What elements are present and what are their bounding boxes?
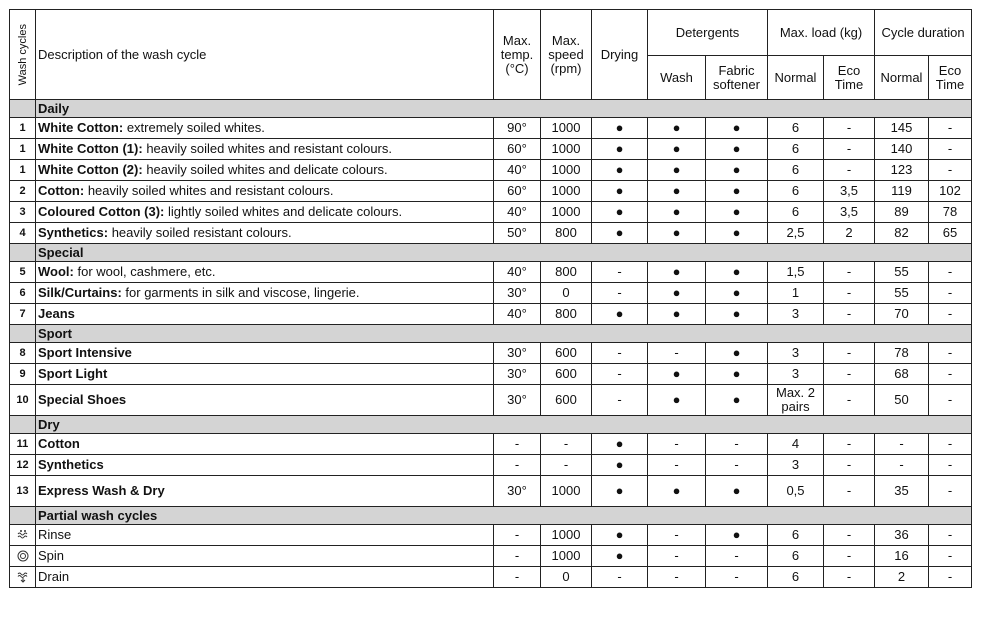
cell-wash: ● [648, 181, 706, 202]
cell-eco-dur: - [929, 567, 972, 588]
cell-eco-dur: 102 [929, 181, 972, 202]
cycle-description [36, 160, 494, 181]
cell-softener: ● [706, 262, 768, 283]
cell-softener: ● [706, 476, 768, 507]
cell-eco-load: - [824, 304, 875, 325]
cell-speed: 1000 [541, 525, 592, 546]
normal-duration-subheader: Normal [875, 56, 929, 100]
cell-wash: ● [648, 160, 706, 181]
cell-wash: - [648, 525, 706, 546]
cycle-detail: lightly soiled whites and delicate colours. [164, 204, 403, 219]
cell-dur: 145 [875, 118, 929, 139]
cycle-number: 6 [10, 283, 36, 304]
cell-speed: 600 [541, 385, 592, 416]
cycle-name: Sport Light [38, 366, 108, 381]
section-header-row [10, 416, 972, 434]
cell-eco-load: - [824, 546, 875, 567]
cycle-detail: for garments in silk and viscose, lingerie. [121, 285, 360, 300]
normal-load-subheader: Normal [768, 56, 824, 100]
cycle-description [36, 343, 494, 364]
cell-dur: 123 [875, 160, 929, 181]
cell-wash: - [648, 343, 706, 364]
cell-drying: ● [592, 304, 648, 325]
cell-eco-load: - [824, 160, 875, 181]
cell-dur: 82 [875, 223, 929, 244]
cell-drying: - [592, 283, 648, 304]
cycle-name: Wool: [38, 264, 74, 279]
cell-softener: - [706, 546, 768, 567]
cell-softener: ● [706, 283, 768, 304]
cell-softener: ● [706, 385, 768, 416]
table-row [10, 455, 972, 476]
cell-temp: 30° [494, 385, 541, 416]
cell-drying: ● [592, 546, 648, 567]
cycle-name: Sport Intensive [38, 345, 132, 360]
cell-speed: 1000 [541, 181, 592, 202]
cycle-number: 11 [10, 434, 36, 455]
table-row [10, 476, 972, 507]
cycle-description [36, 118, 494, 139]
section-title: Special [36, 244, 972, 262]
section-title: Daily [36, 100, 972, 118]
cell-eco-load: - [824, 262, 875, 283]
cell-speed: 1000 [541, 546, 592, 567]
wash-cycle-table [9, 9, 972, 588]
table-body [10, 100, 972, 588]
section-header-row [10, 244, 972, 262]
cycle-description [36, 546, 494, 567]
cell-temp: - [494, 434, 541, 455]
cell-softener: ● [706, 181, 768, 202]
cell-temp: 30° [494, 476, 541, 507]
cycle-number: 8 [10, 343, 36, 364]
cell-speed: 600 [541, 343, 592, 364]
cell-eco-load: - [824, 118, 875, 139]
cell-dur: 55 [875, 283, 929, 304]
spin-icon [17, 550, 29, 562]
table-row [10, 202, 972, 223]
cell-speed: 1000 [541, 139, 592, 160]
cycle-description [36, 525, 494, 546]
cell-temp: 90° [494, 118, 541, 139]
cell-speed: 0 [541, 567, 592, 588]
cell-drying: - [592, 343, 648, 364]
cycle-number: 7 [10, 304, 36, 325]
cycle-name: White Cotton (1): [38, 141, 143, 156]
table-row [10, 283, 972, 304]
cell-dur: 70 [875, 304, 929, 325]
cell-temp: 30° [494, 283, 541, 304]
cell-temp: 40° [494, 304, 541, 325]
cell-wash: ● [648, 385, 706, 416]
max-load-header: Max. load (kg) [768, 10, 875, 56]
cycle-number: 12 [10, 455, 36, 476]
fabric-softener-subheader: Fabric softener [706, 56, 768, 100]
cell-speed: 1000 [541, 160, 592, 181]
cell-eco-load: - [824, 455, 875, 476]
cycle-detail: Drain [38, 569, 70, 584]
cell-load: 6 [768, 139, 824, 160]
table-row [10, 181, 972, 202]
cell-softener: ● [706, 202, 768, 223]
cell-drying: ● [592, 525, 648, 546]
cell-wash: ● [648, 262, 706, 283]
cell-load: 6 [768, 525, 824, 546]
max-speed-header: Max. speed (rpm) [541, 10, 592, 100]
cycle-description [36, 223, 494, 244]
cell-softener: - [706, 567, 768, 588]
cycle-number: 2 [10, 181, 36, 202]
cell-eco-load: 3,5 [824, 181, 875, 202]
wash-subheader: Wash [648, 56, 706, 100]
cycle-description [36, 202, 494, 223]
cell-wash: ● [648, 139, 706, 160]
cycle-number: 10 [10, 385, 36, 416]
cell-eco-dur: - [929, 118, 972, 139]
cycle-detail: Rinse [38, 527, 72, 542]
cell-drying: - [592, 262, 648, 283]
cell-drying: - [592, 364, 648, 385]
cycle-number: 1 [10, 139, 36, 160]
cell-eco-dur: 78 [929, 202, 972, 223]
cycle-description [36, 476, 494, 507]
cycle-description [36, 304, 494, 325]
cycle-name: Cotton [38, 436, 80, 451]
cycle-description [36, 364, 494, 385]
cell-temp: 60° [494, 181, 541, 202]
cell-wash: ● [648, 118, 706, 139]
cell-speed: 800 [541, 223, 592, 244]
drying-header: Drying [592, 10, 648, 100]
cell-dur: 78 [875, 343, 929, 364]
cell-wash: ● [648, 223, 706, 244]
cycle-number: 1 [10, 118, 36, 139]
table-row [10, 262, 972, 283]
table-row [10, 118, 972, 139]
cell-softener: ● [706, 139, 768, 160]
cell-eco-load: - [824, 343, 875, 364]
cell-eco-load: - [824, 283, 875, 304]
cell-wash: - [648, 455, 706, 476]
cell-eco-load: - [824, 567, 875, 588]
table-row [10, 223, 972, 244]
cell-dur: 50 [875, 385, 929, 416]
table-row [10, 525, 972, 546]
cycle-description [36, 181, 494, 202]
table-row [10, 304, 972, 325]
cell-speed: 600 [541, 364, 592, 385]
cell-drying: - [592, 567, 648, 588]
cell-eco-dur: - [929, 304, 972, 325]
wash-cycles-header: Wash cycles [10, 10, 36, 100]
cell-temp: 40° [494, 202, 541, 223]
cell-load: 1 [768, 283, 824, 304]
cell-temp: 40° [494, 262, 541, 283]
cell-dur: 35 [875, 476, 929, 507]
cell-wash: - [648, 546, 706, 567]
cycle-detail: Spin [38, 548, 65, 563]
cell-load: 6 [768, 202, 824, 223]
cell-drying: - [592, 385, 648, 416]
table-row [10, 160, 972, 181]
cell-eco-dur: - [929, 434, 972, 455]
cell-eco-dur: - [929, 364, 972, 385]
cycle-duration-header: Cycle duration [875, 10, 972, 56]
cell-eco-load: - [824, 476, 875, 507]
cycle-description [36, 283, 494, 304]
table-row [10, 567, 972, 588]
cell-eco-dur: - [929, 262, 972, 283]
cell-softener: ● [706, 118, 768, 139]
cell-softener: ● [706, 343, 768, 364]
cycle-description [36, 139, 494, 160]
cell-drying: ● [592, 202, 648, 223]
cell-wash: - [648, 434, 706, 455]
cell-eco-load: - [824, 525, 875, 546]
cell-temp: 30° [494, 364, 541, 385]
cell-temp: - [494, 567, 541, 588]
cell-drying: ● [592, 139, 648, 160]
section-header-row [10, 100, 972, 118]
section-title: Sport [36, 325, 972, 343]
cell-eco-dur: - [929, 385, 972, 416]
cycle-icon-cell [10, 567, 36, 588]
cell-eco-dur: - [929, 455, 972, 476]
cell-eco-load: - [824, 139, 875, 160]
cell-drying: ● [592, 160, 648, 181]
cell-load: 6 [768, 181, 824, 202]
cycle-number: 13 [10, 476, 36, 507]
cell-wash: ● [648, 476, 706, 507]
cell-dur: 2 [875, 567, 929, 588]
cell-eco-dur: - [929, 343, 972, 364]
cell-dur: 16 [875, 546, 929, 567]
cycle-number: 3 [10, 202, 36, 223]
cycle-detail: extremely soiled whites. [123, 120, 265, 135]
cycle-detail: heavily soiled resistant colours. [108, 225, 292, 240]
cell-drying: ● [592, 223, 648, 244]
cell-load: 3 [768, 455, 824, 476]
cell-speed: - [541, 455, 592, 476]
eco-time-load-subheader: Eco Time [824, 56, 875, 100]
cell-temp: 50° [494, 223, 541, 244]
cell-eco-load: 3,5 [824, 202, 875, 223]
table-row [10, 434, 972, 455]
table-row [10, 364, 972, 385]
table-row [10, 343, 972, 364]
cycle-number: 1 [10, 160, 36, 181]
cell-wash: ● [648, 283, 706, 304]
cell-eco-dur: - [929, 160, 972, 181]
cell-softener: ● [706, 364, 768, 385]
cell-softener: - [706, 434, 768, 455]
cell-speed: 800 [541, 262, 592, 283]
cell-load: 3 [768, 343, 824, 364]
cycle-number: 4 [10, 223, 36, 244]
cell-speed: 800 [541, 304, 592, 325]
cell-eco-dur: - [929, 139, 972, 160]
eco-time-duration-subheader: Eco Time [929, 56, 972, 100]
cell-load: Max. 2 pairs [768, 385, 824, 416]
cell-temp: 60° [494, 139, 541, 160]
cell-load: 3 [768, 304, 824, 325]
cycle-description [36, 455, 494, 476]
cell-dur: - [875, 434, 929, 455]
cycle-name: White Cotton (2): [38, 162, 143, 177]
cycle-description [36, 567, 494, 588]
drain-icon [17, 571, 29, 583]
cell-softener: - [706, 455, 768, 476]
cell-eco-dur: - [929, 546, 972, 567]
cell-dur: 36 [875, 525, 929, 546]
cycle-name: Silk/Curtains: [38, 285, 122, 300]
cell-eco-dur: - [929, 283, 972, 304]
section-header-row [10, 507, 972, 525]
cell-softener: ● [706, 160, 768, 181]
cell-eco-load: - [824, 364, 875, 385]
table-row [10, 546, 972, 567]
cell-load: 4 [768, 434, 824, 455]
cell-speed: 1000 [541, 118, 592, 139]
cell-wash: ● [648, 202, 706, 223]
cell-load: 6 [768, 546, 824, 567]
cell-temp: 30° [494, 343, 541, 364]
cycle-icon-cell [10, 525, 36, 546]
cycle-description [36, 385, 494, 416]
cycle-name: Jeans [38, 306, 75, 321]
cell-speed: 1000 [541, 476, 592, 507]
detergents-header: Detergents [648, 10, 768, 56]
cell-speed: 0 [541, 283, 592, 304]
max-temp-header: Max. temp. (°C) [494, 10, 541, 100]
cell-eco-dur: - [929, 476, 972, 507]
cell-eco-dur: 65 [929, 223, 972, 244]
cycle-description [36, 262, 494, 283]
cell-drying: ● [592, 434, 648, 455]
cycle-detail: heavily soiled whites and resistant colours. [142, 141, 392, 156]
cycle-name: Express Wash & Dry [38, 483, 165, 498]
cell-speed: - [541, 434, 592, 455]
cell-eco-dur: - [929, 525, 972, 546]
cycle-name: Synthetics [38, 457, 104, 472]
cycle-detail: heavily soiled whites and resistant colours. [84, 183, 334, 198]
cell-dur: 55 [875, 262, 929, 283]
cell-load: 2,5 [768, 223, 824, 244]
cell-dur: 89 [875, 202, 929, 223]
section-title: Dry [36, 416, 972, 434]
cell-load: 6 [768, 160, 824, 181]
cell-softener: ● [706, 304, 768, 325]
cell-wash: ● [648, 304, 706, 325]
cycle-name: Synthetics: [38, 225, 109, 240]
cycle-description [36, 434, 494, 455]
cell-drying: ● [592, 455, 648, 476]
cell-softener: ● [706, 525, 768, 546]
cycle-name: White Cotton: [38, 120, 124, 135]
cell-dur: 119 [875, 181, 929, 202]
rinse-icon [17, 529, 29, 541]
cycle-name: Cotton: [38, 183, 85, 198]
description-header: Description of the wash cycle [36, 10, 494, 100]
cell-load: 0,5 [768, 476, 824, 507]
cell-temp: - [494, 546, 541, 567]
cell-temp: - [494, 455, 541, 476]
cell-load: 1,5 [768, 262, 824, 283]
table-row [10, 139, 972, 160]
cell-wash: - [648, 567, 706, 588]
cell-dur: 68 [875, 364, 929, 385]
cycle-icon-cell [10, 546, 36, 567]
cell-load: 6 [768, 567, 824, 588]
cell-softener: ● [706, 223, 768, 244]
cell-dur: 140 [875, 139, 929, 160]
cell-drying: ● [592, 476, 648, 507]
cycle-name: Coloured Cotton (3): [38, 204, 165, 219]
cycle-detail: for wool, cashmere, etc. [73, 264, 216, 279]
cell-drying: ● [592, 118, 648, 139]
cell-temp: 40° [494, 160, 541, 181]
cell-eco-load: - [824, 385, 875, 416]
cell-drying: ● [592, 181, 648, 202]
table-row [10, 385, 972, 416]
cell-speed: 1000 [541, 202, 592, 223]
cell-load: 3 [768, 364, 824, 385]
cycle-detail: heavily soiled whites and delicate colours. [142, 162, 388, 177]
cell-eco-load: 2 [824, 223, 875, 244]
cell-temp: - [494, 525, 541, 546]
cycle-number: 9 [10, 364, 36, 385]
cell-eco-load: - [824, 434, 875, 455]
cycle-number: 5 [10, 262, 36, 283]
cell-dur: - [875, 455, 929, 476]
cell-load: 6 [768, 118, 824, 139]
cycle-name: Special Shoes [38, 392, 127, 407]
cell-wash: ● [648, 364, 706, 385]
section-header-row [10, 325, 972, 343]
section-title: Partial wash cycles [36, 507, 972, 525]
